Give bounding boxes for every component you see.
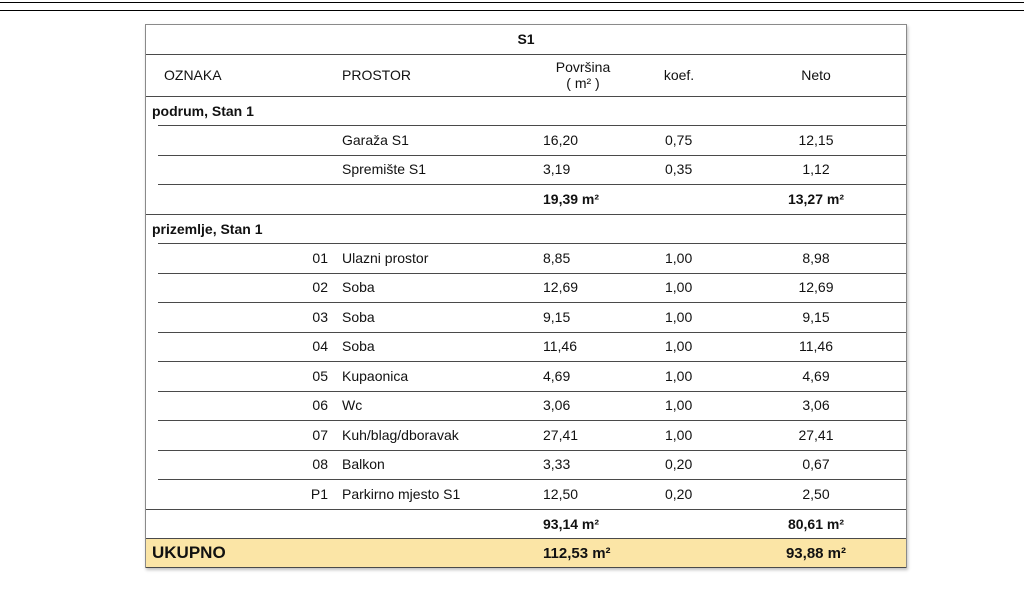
total-neto: 93,88 m² [785,544,847,562]
cell-koef: 0,35 [665,161,693,178]
cell-neto: 4,69 [802,367,830,384]
cell-code: P1 [310,485,328,502]
cell-povrsina: 3,33 [543,456,571,473]
cell-neto: 11,46 [799,338,833,355]
section-title: prizemlje, Stan 1 [152,220,263,237]
cell-prostor: Soba [342,308,375,325]
header-povrsina-unit: ( m² ) [566,75,600,91]
subtotal-neto: 13,27 m² [787,190,845,207]
cell-neto: 9,15 [802,308,830,325]
cell-povrsina: 9,15 [543,308,571,325]
cell-prostor: Kupaonica [342,367,409,384]
cell-neto: 8,98 [802,249,830,266]
cell-neto: 1,12 [802,161,830,178]
cell-povrsina: 16,20 [543,131,579,148]
area-table [145,24,907,568]
table-row [146,361,906,391]
cell-koef: 1,00 [665,426,693,443]
top-rule-secondary [0,10,1024,11]
section-header-podrum [146,96,906,126]
table-row [146,243,906,273]
cell-code: 03 [312,308,328,325]
table-title: S1 [517,31,535,48]
header-povrsina-label: Površina [555,59,611,75]
table-row [146,479,906,509]
table-row [146,302,906,332]
cell-prostor: Soba [342,279,375,296]
subtotal-row-prizemlje [146,509,906,539]
cell-code: 07 [312,426,328,443]
cell-neto: 2,50 [802,485,830,502]
cell-prostor: Spremište S1 [342,161,427,178]
table-row [146,273,906,303]
cell-code: 08 [312,456,328,473]
cell-povrsina: 12,69 [543,279,579,296]
cell-koef: 0,20 [665,485,693,502]
cell-neto: 27,41 [798,426,834,443]
table-row [146,420,906,450]
header-oznaka: OZNAKA [164,67,222,83]
header-koef: koef. [663,67,695,83]
table-row [146,125,906,155]
table-row [146,450,906,480]
cell-code: 06 [312,397,328,414]
cell-prostor: Wc [342,397,363,414]
cell-prostor: Ulazni prostor [342,249,429,266]
cell-prostor: Garaža S1 [342,131,409,148]
header-povrsina [536,55,630,96]
cell-povrsina: 12,50 [543,485,579,502]
total-label: UKUPNO [152,543,226,562]
table-header-row [146,54,906,96]
cell-code: 04 [312,338,328,355]
cell-neto: 3,06 [802,397,830,414]
cell-povrsina: 11,46 [543,338,577,355]
table-row [146,391,906,421]
cell-code: 01 [312,249,328,266]
cell-koef: 0,75 [665,131,693,148]
section-header-prizemlje [146,214,906,244]
cell-prostor: Kuh/blag/dboravak [342,426,459,443]
table-title-row [146,24,906,54]
cell-neto: 0,67 [802,456,830,473]
cell-neto: 12,69 [798,279,834,296]
cell-koef: 1,00 [665,338,693,355]
cell-povrsina: 3,19 [543,161,571,178]
cell-povrsina: 4,69 [543,367,571,384]
cell-koef: 1,00 [665,367,693,384]
header-prostor: PROSTOR [342,67,411,83]
header-neto: Neto [801,67,831,83]
grand-total-row [146,538,906,568]
cell-povrsina: 27,41 [543,426,579,443]
cell-prostor: Parkirno mjesto S1 [342,485,461,502]
top-rule [0,2,1024,3]
cell-koef: 1,00 [665,249,693,266]
cell-povrsina: 3,06 [543,397,571,414]
cell-povrsina: 8,85 [543,249,571,266]
cell-prostor: Balkon [342,456,385,473]
cell-koef: 1,00 [665,308,693,325]
cell-koef: 1,00 [665,279,693,296]
cell-koef: 1,00 [665,397,693,414]
total-povrsina: 112,53 m² [543,544,611,562]
cell-prostor: Soba [342,338,375,355]
subtotal-neto: 80,61 m² [787,515,845,532]
subtotal-povrsina: 93,14 m² [543,515,600,532]
subtotal-povrsina: 19,39 m² [543,190,600,207]
cell-code: 05 [312,367,328,384]
table-row [146,332,906,362]
cell-code: 02 [312,279,328,296]
cell-neto: 12,15 [798,131,834,148]
section-title: podrum, Stan 1 [152,102,254,119]
subtotal-row-podrum [146,184,906,214]
cell-koef: 0,20 [665,456,693,473]
table-row [146,155,906,185]
